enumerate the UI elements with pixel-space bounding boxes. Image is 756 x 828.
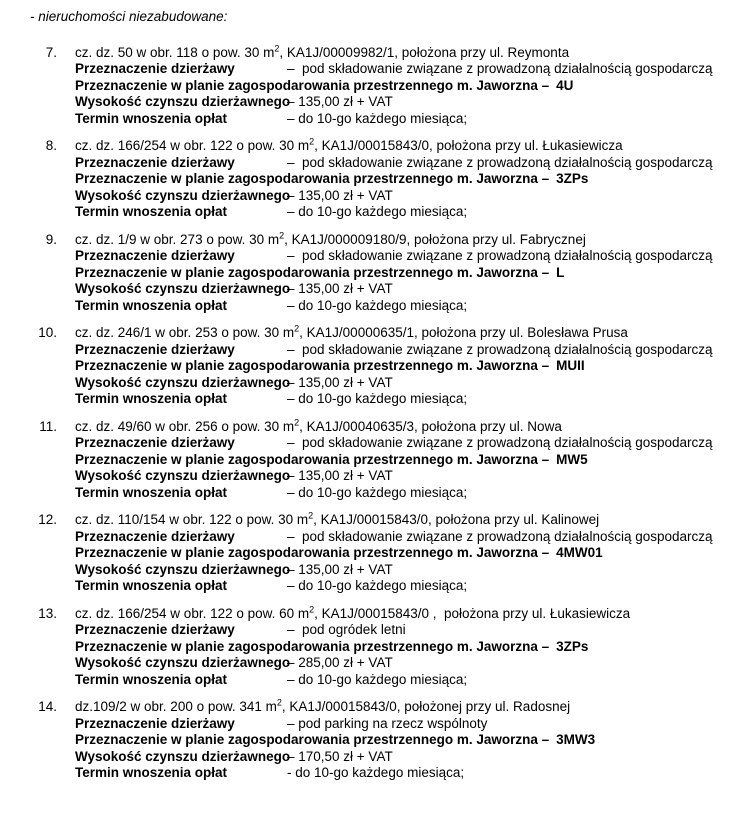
plan-designation-label: Przeznaczenie w planie zagospodarowania przestrzennego m. Jaworzna – bbox=[75, 545, 550, 560]
item-description-line bbox=[32, 232, 756, 249]
item-description-rest: , KA1J/00015843/0, położonej przy ul. Radosnej bbox=[281, 699, 571, 714]
lease-purpose-row bbox=[75, 248, 756, 265]
payment-term-label: Termin wnoszenia opłat bbox=[75, 765, 228, 780]
rent-amount-value: – 170,50 zł + VAT bbox=[287, 748, 393, 764]
item-description-text: cz. dz. 246/1 w obr. 253 o pow. 30 m bbox=[75, 325, 295, 340]
lease-item bbox=[0, 138, 756, 221]
item-description-rest: , KA1J/00015843/0, położona przy ul. Kalinowej bbox=[313, 512, 600, 527]
rent-amount-row bbox=[75, 94, 756, 111]
plan-designation-label: Przeznaczenie w planie zagospodarowania przestrzennego m. Jaworzna – bbox=[75, 732, 550, 747]
plan-designation-label: Przeznaczenie w planie zagospodarowania przestrzennego m. Jaworzna – bbox=[75, 264, 550, 280]
lease-purpose-row bbox=[75, 529, 756, 546]
area-superscript: 2 bbox=[274, 43, 280, 53]
rent-amount-label: Wysokość czynszu dzierżawnego bbox=[75, 748, 291, 764]
lease-purpose-label: Przeznaczenie dzierżawy bbox=[75, 528, 235, 544]
area-superscript: 2 bbox=[294, 417, 300, 427]
item-description-rest: , KA1J/000009180/9, położona przy ul. Fabrycznej bbox=[284, 231, 586, 247]
plan-designation-row bbox=[75, 265, 756, 282]
item-description bbox=[75, 325, 628, 342]
payment-term-label: Termin wnoszenia opłat bbox=[75, 578, 228, 593]
payment-term-value: – do 10-go każdego miesiąca; bbox=[287, 110, 468, 126]
lease-purpose-value: – pod ogródek letni bbox=[287, 622, 406, 637]
items-list bbox=[0, 45, 756, 782]
item-description-rest: , KA1J/00015843/0, położona przy ul. Łukasiewicza bbox=[314, 138, 623, 153]
rent-amount-row bbox=[75, 749, 756, 766]
payment-term-label: Termin wnoszenia opłat bbox=[75, 671, 228, 687]
item-description-text: cz. dz. 110/154 w obr. 122 o pow. 30 m bbox=[75, 512, 309, 527]
area-superscript: 2 bbox=[308, 510, 314, 521]
payment-term-row bbox=[75, 111, 756, 128]
plan-designation-label: Przeznaczenie w planie zagospodarowania przestrzennego m. Jaworzna – bbox=[75, 358, 550, 373]
rent-amount-label: Wysokość czynszu dzierżawnego bbox=[75, 655, 291, 670]
plan-designation-row bbox=[75, 171, 756, 188]
lease-purpose-label: Przeznaczenie dzierżawy bbox=[75, 154, 235, 170]
lease-item bbox=[0, 699, 756, 782]
payment-term-row bbox=[75, 578, 756, 595]
item-description-line bbox=[32, 419, 756, 436]
rent-amount-label: Wysokość czynszu dzierżawnego bbox=[75, 281, 291, 296]
item-description bbox=[75, 512, 599, 529]
plan-zone-code: 4U bbox=[556, 77, 574, 93]
lease-purpose-label: Przeznaczenie dzierżawy bbox=[75, 61, 235, 76]
plan-designation-label: Przeznaczenie w planie zagospodarowania przestrzennego m. Jaworzna – bbox=[75, 171, 550, 186]
plan-designation-label: Przeznaczenie w planie zagospodarowania przestrzennego m. Jaworzna – bbox=[75, 77, 550, 93]
lease-purpose-label: Przeznaczenie dzierżawy bbox=[75, 622, 235, 637]
plan-designation-row bbox=[75, 732, 756, 749]
rent-amount-label: Wysokość czynszu dzierżawnego bbox=[75, 187, 291, 203]
item-description-line bbox=[32, 138, 756, 155]
item-description-line bbox=[32, 325, 756, 342]
payment-term-label: Termin wnoszenia opłat bbox=[75, 204, 228, 219]
payment-term-value: - do 10-go każdego miesiąca; bbox=[287, 765, 465, 780]
payment-term-row bbox=[75, 391, 756, 408]
area-superscript: 2 bbox=[309, 136, 315, 147]
payment-term-row bbox=[75, 765, 756, 782]
payment-term-label: Termin wnoszenia opłat bbox=[75, 110, 228, 126]
area-superscript: 2 bbox=[279, 230, 285, 240]
lease-item bbox=[0, 325, 756, 408]
plan-zone-code: L bbox=[556, 264, 565, 280]
lease-item bbox=[0, 419, 756, 502]
item-description bbox=[75, 699, 570, 716]
rent-amount-label: Wysokość czynszu dzierżawnego bbox=[75, 468, 291, 483]
item-description-rest: , KA1J/00015843/0 , położona przy ul. Łukasiewicza bbox=[314, 605, 631, 621]
item-description-rest: , KA1J/00040635/3, położona przy ul. Nowa bbox=[299, 418, 562, 434]
item-description bbox=[75, 419, 562, 436]
area-superscript: 2 bbox=[309, 604, 315, 614]
rent-amount-row bbox=[75, 375, 756, 392]
plan-designation-row bbox=[75, 639, 756, 656]
rent-amount-label: Wysokość czynszu dzierżawnego bbox=[75, 561, 291, 577]
rent-amount-label: Wysokość czynszu dzierżawnego bbox=[75, 94, 291, 109]
lease-purpose-row bbox=[75, 61, 756, 78]
rent-amount-label: Wysokość czynszu dzierżawnego bbox=[75, 374, 291, 390]
rent-amount-value: – 135,00 zł + VAT bbox=[287, 94, 393, 109]
lease-purpose-label: Przeznaczenie dzierżawy bbox=[75, 435, 235, 450]
rent-amount-value: – 135,00 zł + VAT bbox=[287, 281, 393, 296]
payment-term-row bbox=[75, 672, 756, 689]
lease-purpose-value: – pod składowanie związane z prowadzoną działalnością gospodarczą bbox=[287, 248, 713, 263]
section-header: - nieruchomości niezabudowane: bbox=[30, 9, 228, 24]
lease-purpose-label: Przeznaczenie dzierżawy bbox=[75, 341, 235, 357]
plan-zone-code: 4MW01 bbox=[556, 545, 603, 560]
item-number: 8. bbox=[45, 138, 57, 153]
plan-designation-label: Przeznaczenie w planie zagospodarowania przestrzennego m. Jaworzna – bbox=[75, 638, 550, 654]
lease-purpose-row bbox=[75, 342, 756, 359]
item-number: 7. bbox=[45, 44, 57, 60]
rent-amount-row bbox=[75, 188, 756, 205]
plan-designation-row bbox=[75, 545, 756, 562]
payment-term-value: – do 10-go każdego miesiąca; bbox=[287, 484, 468, 500]
item-description-rest: , KA1J/00009982/1, położona przy ul. Reymonta bbox=[279, 44, 570, 60]
rent-amount-row bbox=[75, 281, 756, 298]
payment-term-value: – do 10-go każdego miesiąca; bbox=[287, 297, 468, 313]
rent-amount-row bbox=[75, 562, 756, 579]
item-description bbox=[75, 138, 623, 155]
lease-purpose-row bbox=[75, 716, 756, 733]
lease-purpose-value: – pod parking na rzecz wspólnoty bbox=[287, 715, 488, 731]
item-number: 12. bbox=[38, 512, 57, 527]
item-description bbox=[75, 606, 630, 623]
plan-zone-code: 3ZPs bbox=[556, 638, 589, 654]
lease-purpose-label: Przeznaczenie dzierżawy bbox=[75, 248, 235, 263]
item-description bbox=[75, 45, 569, 62]
item-number: 10. bbox=[38, 325, 57, 340]
item-description-text: cz. dz. 166/254 w obr. 122 o pow. 60 m bbox=[75, 605, 310, 621]
lease-purpose-value: – pod składowanie związane z prowadzoną działalnością gospodarczą bbox=[287, 528, 713, 544]
item-description-line bbox=[32, 512, 756, 529]
plan-zone-code: MW5 bbox=[556, 451, 588, 467]
lease-purpose-value: – pod składowanie związane z prowadzoną działalnością gospodarczą bbox=[287, 435, 713, 450]
plan-designation-row bbox=[75, 452, 756, 469]
lease-item bbox=[0, 232, 756, 315]
plan-zone-code: 3ZPs bbox=[556, 171, 589, 186]
item-number: 11. bbox=[39, 418, 57, 434]
item-description-text: cz. dz. 49/60 w obr. 256 o pow. 30 m bbox=[75, 418, 295, 434]
rent-amount-value: – 135,00 zł + VAT bbox=[287, 561, 393, 577]
plan-designation-label: Przeznaczenie w planie zagospodarowania przestrzennego m. Jaworzna – bbox=[75, 451, 550, 467]
lease-purpose-row bbox=[75, 435, 756, 452]
area-superscript: 2 bbox=[276, 697, 282, 708]
payment-term-label: Termin wnoszenia opłat bbox=[75, 484, 228, 500]
item-number: 14. bbox=[38, 699, 57, 714]
payment-term-value: – do 10-go każdego miesiąca; bbox=[287, 671, 468, 687]
lease-purpose-value: – pod składowanie związane z prowadzoną działalnością gospodarczą bbox=[287, 154, 713, 170]
payment-term-value: – do 10-go każdego miesiąca; bbox=[287, 391, 468, 406]
plan-zone-code: 3MW3 bbox=[556, 732, 596, 747]
lease-item bbox=[0, 45, 756, 128]
plan-zone-code: MUII bbox=[556, 358, 585, 373]
item-description bbox=[75, 232, 586, 249]
lease-item bbox=[0, 606, 756, 689]
item-description-line bbox=[32, 606, 756, 623]
item-number: 13. bbox=[38, 605, 57, 621]
item-number: 9. bbox=[45, 231, 57, 247]
lease-purpose-value: – pod składowanie związane z prowadzoną działalnością gospodarczą bbox=[287, 61, 713, 76]
plan-designation-row bbox=[75, 358, 756, 375]
item-description-text: dz.109/2 w obr. 200 o pow. 341 m bbox=[75, 699, 277, 714]
rent-amount-row bbox=[75, 468, 756, 485]
payment-term-value: – do 10-go każdego miesiąca; bbox=[287, 578, 468, 593]
lease-item bbox=[0, 512, 756, 595]
item-description-line bbox=[32, 699, 756, 716]
payment-term-row bbox=[75, 298, 756, 315]
rent-amount-row bbox=[75, 655, 756, 672]
rent-amount-value: – 135,00 zł + VAT bbox=[287, 374, 393, 390]
item-description-rest: , KA1J/00000635/1, położona przy ul. Bolesława Prusa bbox=[299, 325, 628, 340]
item-description-text: cz. dz. 50 w obr. 118 o pow. 30 m bbox=[75, 44, 275, 60]
rent-amount-value: – 135,00 zł + VAT bbox=[287, 187, 393, 203]
payment-term-row bbox=[75, 204, 756, 221]
payment-term-label: Termin wnoszenia opłat bbox=[75, 297, 228, 313]
item-description-text: cz. dz. 166/254 w obr. 122 o pow. 30 m bbox=[75, 138, 310, 153]
payment-term-value: – do 10-go każdego miesiąca; bbox=[287, 204, 468, 219]
rent-amount-value: – 285,00 zł + VAT bbox=[287, 655, 393, 670]
lease-purpose-row bbox=[75, 622, 756, 639]
item-description-text: cz. dz. 1/9 w obr. 273 o pow. 30 m bbox=[75, 231, 280, 247]
payment-term-row bbox=[75, 485, 756, 502]
rent-amount-value: – 135,00 zł + VAT bbox=[287, 468, 393, 483]
payment-term-label: Termin wnoszenia opłat bbox=[75, 391, 228, 406]
lease-purpose-row bbox=[75, 155, 756, 172]
plan-designation-row bbox=[75, 78, 756, 95]
item-description-line bbox=[32, 45, 756, 62]
lease-purpose-value: – pod składowanie związane z prowadzoną działalnością gospodarczą bbox=[287, 341, 713, 357]
area-superscript: 2 bbox=[294, 323, 300, 334]
lease-purpose-label: Przeznaczenie dzierżawy bbox=[75, 715, 235, 731]
